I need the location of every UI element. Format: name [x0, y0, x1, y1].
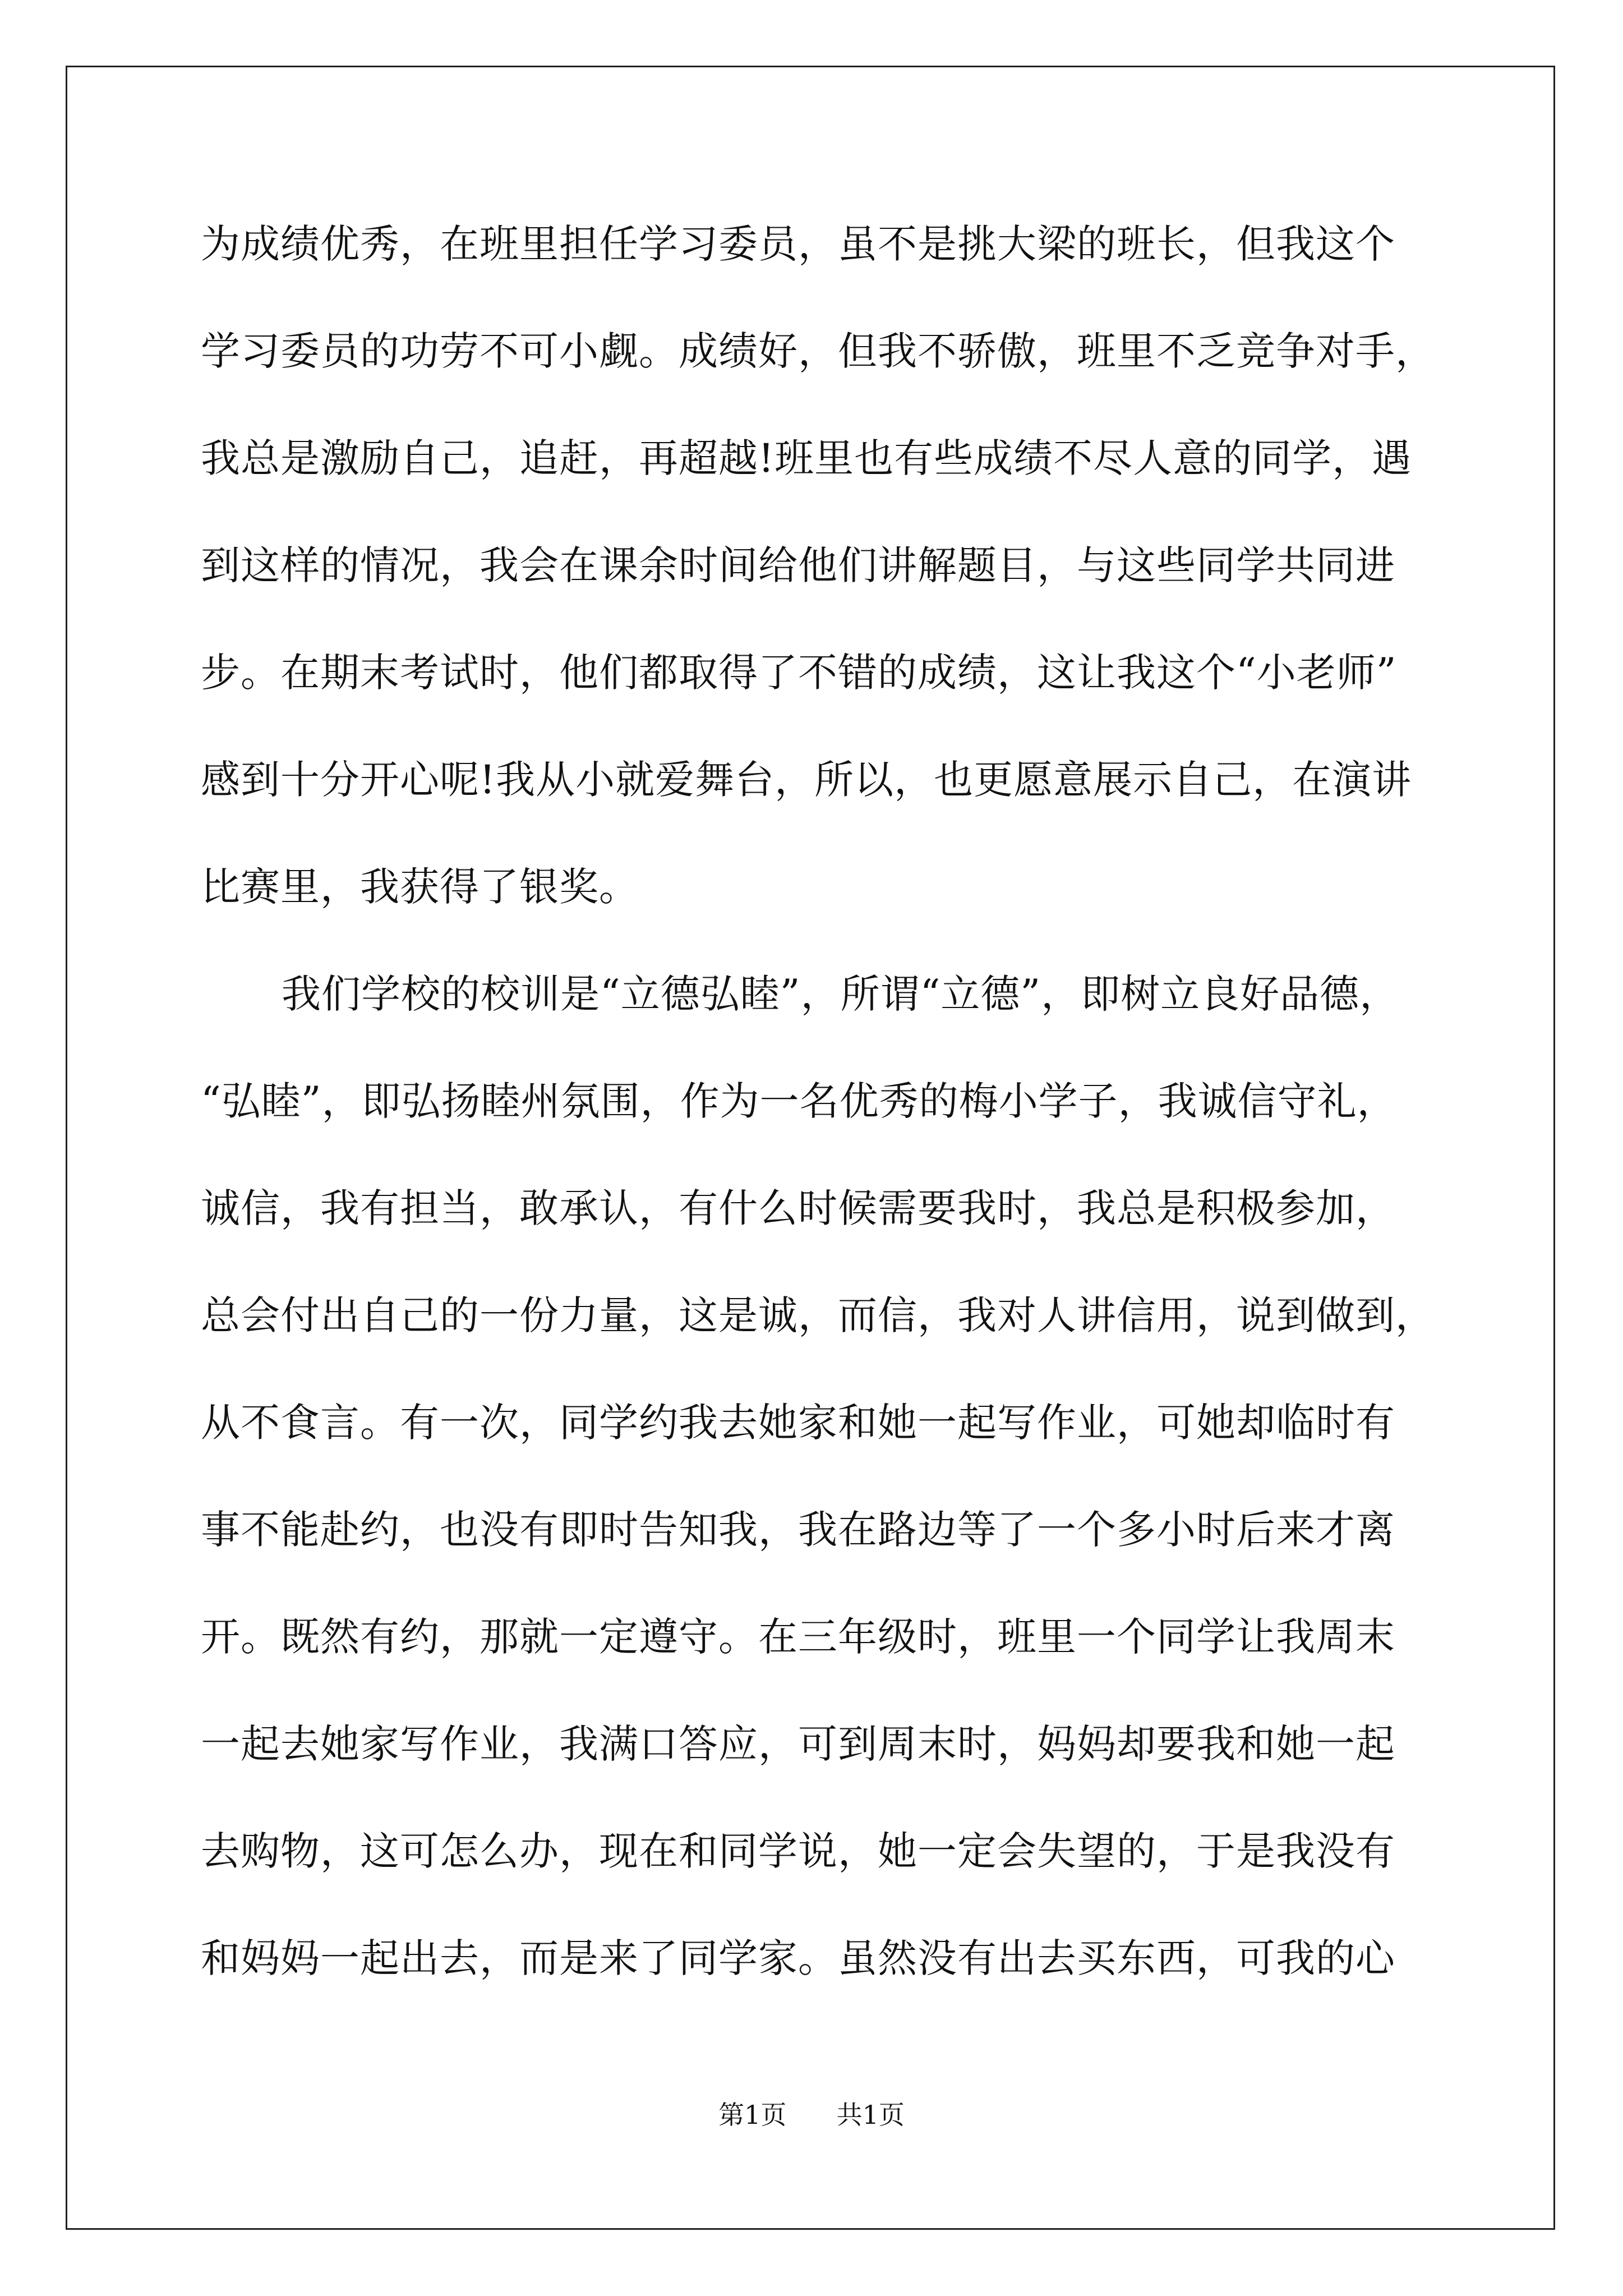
text-line: 比赛里，我获得了银奖。 [201, 864, 639, 910]
text-line: 为成绩优秀，在班里担任学习委员，虽不是挑大梁的班长，但我这个 [201, 221, 1395, 267]
text-line: “弘睦”，即弘扬睦州氛围，作为一名优秀的梅小学子，我诚信守礼， [201, 1078, 1397, 1124]
text-line: 开。既然有约，那就一定遵守。在三年级时，班里一个同学让我周末 [201, 1614, 1395, 1660]
text-line: 一起去她家写作业，我满口答应，可到周末时，妈妈却要我和她一起 [201, 1721, 1395, 1767]
paragraph-first-line: 我们学校的校训是“立德弘睦”，所谓“立德”，即树立良好品德， [282, 971, 1400, 1017]
text-line: 到这样的情况，我会在课余时间给他们讲解题目，与这些同学共同进 [201, 542, 1395, 588]
text-line: 步。在期末考试时，他们都取得了不错的成绩，这让我这个“小老师” [201, 650, 1397, 696]
text-line: 去购物，这可怎么办，现在和同学说，她一定会失望的，于是我没有 [201, 1828, 1395, 1874]
text-line: 从不食言。有一次，同学约我去她家和她一起写作业，可她却临时有 [201, 1400, 1395, 1446]
page-number-current: 第1页 [718, 2100, 787, 2130]
text-line: 和妈妈一起出去，而是来了同学家。虽然没有出去买东西，可我的心 [201, 1935, 1395, 1981]
page-number-total: 共1页 [836, 2100, 905, 2130]
page-footer [0, 2098, 1623, 2132]
text-line: 事不能赴约，也没有即时告知我，我在路边等了一个多小时后来才离 [201, 1507, 1395, 1553]
text-line: 感到十分开心呢!我从小就爱舞台，所以，也更愿意展示自己，在演讲 [201, 757, 1412, 803]
text-line: 诚信，我有担当，敢承认，有什么时候需要我时，我总是积极参加， [201, 1185, 1395, 1231]
text-line: 总会付出自己的一份力量，这是诚，而信，我对人讲信用，说到做到， [201, 1292, 1435, 1338]
document-body [201, 191, 1435, 2012]
text-line: 我总是激励自己，追赶，再超越!班里也有些成绩不尽人意的同学，遇 [201, 435, 1412, 481]
text-line: 学习委员的功劳不可小觑。成绩好，但我不骄傲，班里不乏竞争对手， [201, 328, 1435, 374]
